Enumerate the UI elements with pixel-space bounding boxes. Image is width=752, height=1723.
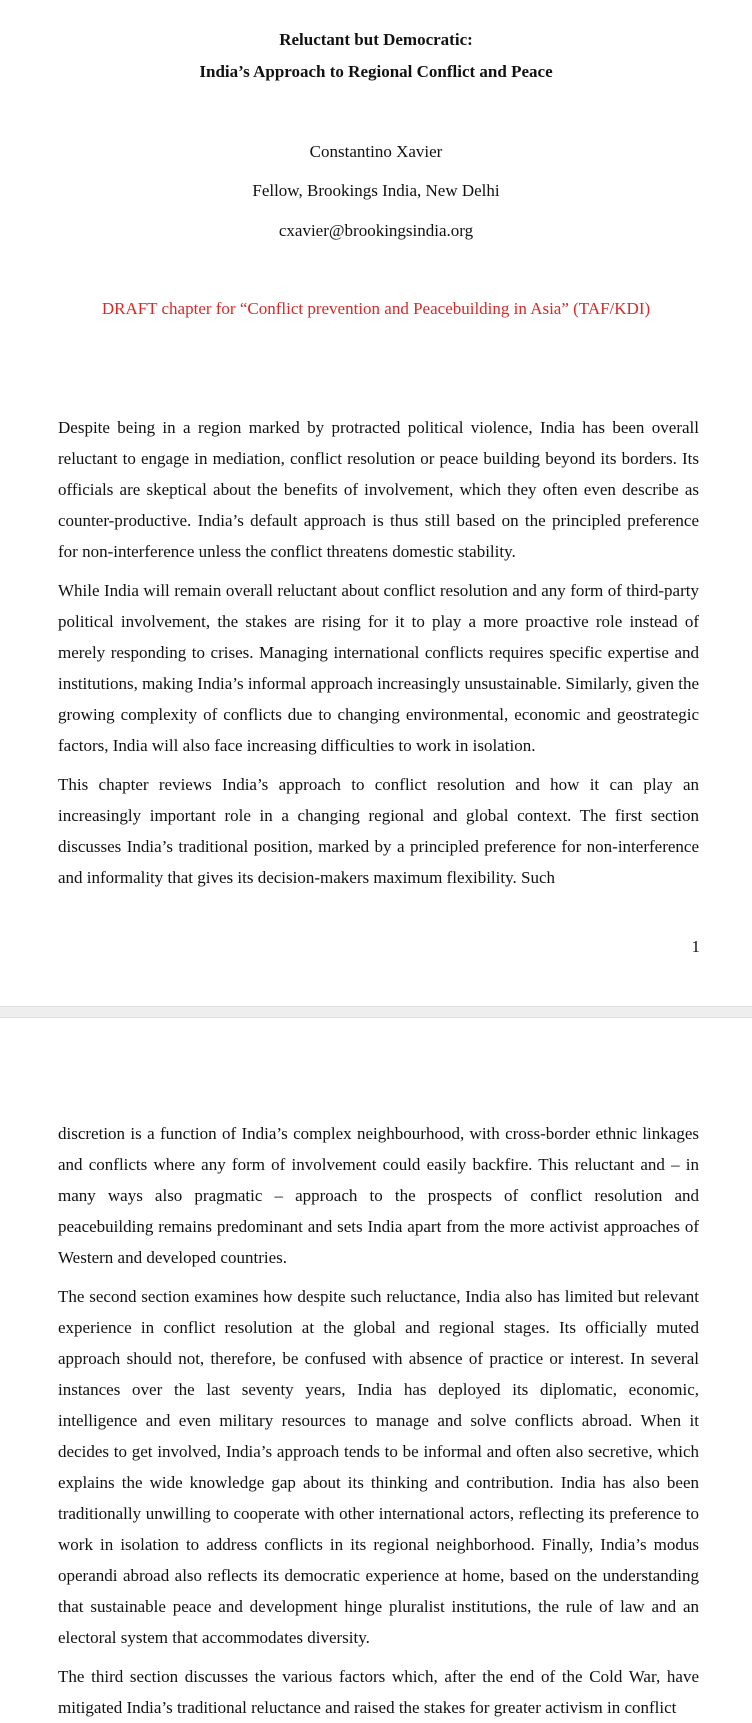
paragraph-1: Despite being in a region marked by protracted political violence, India has been overall reluctant to engage in mediation, conflict resolution or peace building beyond its borders. Its officials are skeptical about the benefits of involvement, which they often even describe as counter-productive. India’s default approach is thus still based on the principled preference for non-interference unless the conflict threatens domestic stability. xyxy=(58,418,699,561)
title-line-2: India’s Approach to Regional Conflict and Peace xyxy=(199,62,553,81)
paragraph-6: The third section discusses the various factors which, after the end of the Cold War, have mitigated India’s traditional reluctance and raised the stakes for greater activism in conflict xyxy=(58,1667,699,1717)
author-name: Constantino Xavier xyxy=(309,142,443,161)
page-number: 1 xyxy=(691,937,700,956)
author-affiliation: Fellow, Brookings India, New Delhi xyxy=(252,181,500,200)
document-page-2 xyxy=(0,1018,752,1718)
paragraph-4: discretion is a function of India’s complex neighbourhood, with cross-border ethnic linkages and conflicts where any form of involvement could easily backfire. This reluctant and – in many ways also pragmatic – approach to the prospects of conflict resolution and peacebuilding remains predominant and sets India apart from the more activist approaches of Western and developed countries. xyxy=(58,1124,699,1267)
draft-note: DRAFT chapter for “Conflict prevention and Peacebuilding in Asia” (TAF/KDI) xyxy=(101,299,651,318)
paragraph-5: The second section examines how despite such reluctance, India also has limited but relevant experience in conflict resolution at the global and regional stages. Its officially muted approach should not, therefore, be confused with absence of practice or interest. In several instances over the last seventy years, India has deployed its diplomatic, economic, intelligence and even military resources to manage and solve conflicts abroad. When it decides to get involved, India’s approach tends to be informal and often also secretive, which explains the wide knowledge gap about its thinking and contribution. India has also been traditionally unwilling to cooperate with other international actors, reflecting its preference to work in isolation to address conflicts in its regional neighborhood. Finally, India’s modus operandi abroad also reflects its democratic experience at home, based on the understanding that sustainable peace and development hinge pluralist institutions, the rule of law and an electoral system that accommodates diversity. xyxy=(58,1287,699,1647)
author-email[interactable]: cxavier@brookingsindia.org xyxy=(278,221,474,240)
title-line-1: Reluctant but Democratic: xyxy=(279,30,473,49)
paragraph-3: This chapter reviews India’s approach to conflict resolution and how it can play an increasingly important role in a changing regional and global context. The first section discusses India’s traditional position, marked by a principled preference for non-interference and informality that gives its decision-makers maximum flexibility. Such xyxy=(58,775,699,887)
page-divider xyxy=(0,1006,752,1018)
paragraph-2: While India will remain overall reluctant about conflict resolution and any form of third-party political involvement, the stakes are rising for it to play a more proactive role instead of merely responding to crises. Managing international conflicts requires specific expertise and institutions, making India’s informal approach increasingly unsustainable. Similarly, given the growing complexity of conflicts due to changing environmental, economic and geostrategic factors, India will also face increasing difficulties to work in isolation. xyxy=(58,581,699,755)
